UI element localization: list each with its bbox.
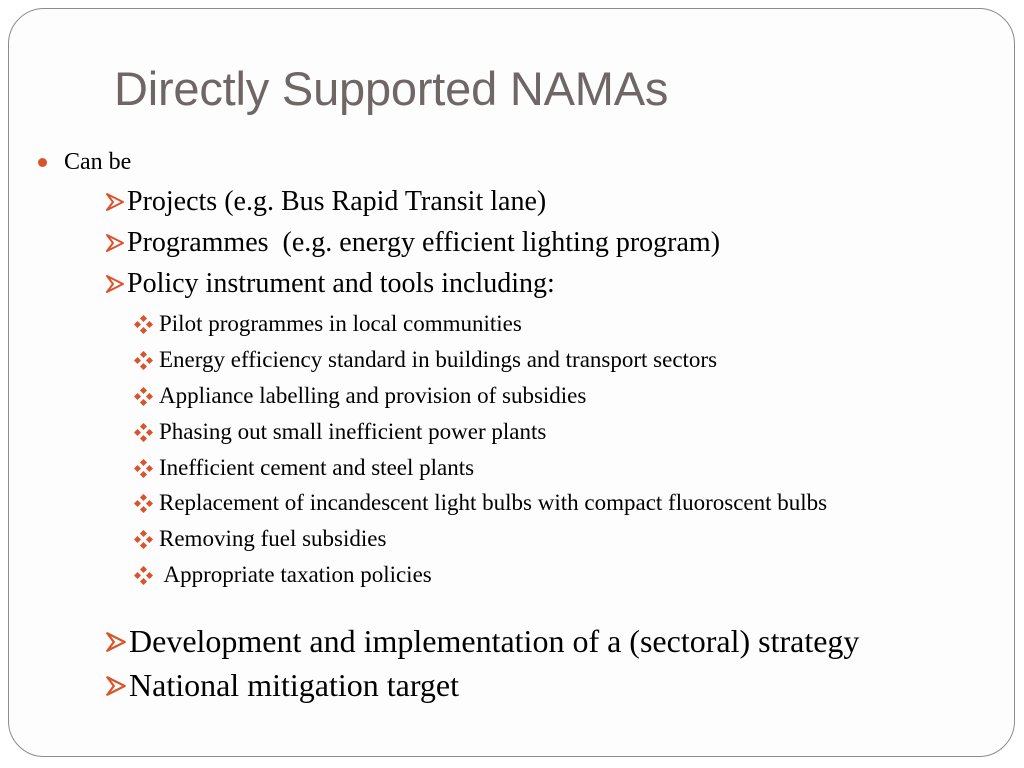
detail-bullet-text: Pilot programmes in local communities bbox=[159, 311, 522, 336]
bullet-item-can-be bbox=[38, 149, 131, 176]
detail-bullet-replacement-bulbs bbox=[134, 490, 827, 516]
diamond-bullet-icon bbox=[134, 315, 153, 334]
arrow-bullet-icon bbox=[104, 273, 126, 295]
diamond-bullet-icon bbox=[134, 387, 153, 406]
detail-bullet-taxation bbox=[134, 562, 432, 588]
arrow-bullet-icon bbox=[104, 674, 128, 698]
diamond-bullet-icon bbox=[134, 566, 153, 585]
sub-bullet-text: Policy instrument and tools including: bbox=[127, 268, 555, 299]
detail-bullet-phasing-out bbox=[134, 419, 546, 445]
sub-bullet-policy-instrument bbox=[104, 268, 555, 300]
sub-bullet-text: Programmes (e.g. energy efficient lighting program) bbox=[127, 227, 721, 258]
round-bullet-icon bbox=[38, 158, 47, 167]
diamond-bullet-icon bbox=[134, 530, 153, 549]
arrow-bullet-icon bbox=[104, 191, 126, 213]
detail-bullet-text: Inefficient cement and steel plants bbox=[159, 455, 475, 480]
detail-bullet-text: Appropriate taxation policies bbox=[159, 562, 432, 587]
detail-bullet-pilot bbox=[134, 311, 522, 337]
detail-bullet-text: Energy efficiency standard in buildings and transport sectors bbox=[159, 347, 718, 372]
slide-title: Directly Supported NAMAs bbox=[114, 62, 669, 115]
sub-bullet-text: National mitigation target bbox=[129, 667, 459, 703]
arrow-bullet-icon bbox=[104, 630, 128, 654]
sub-bullet-national-target bbox=[104, 667, 459, 704]
arrow-bullet-icon bbox=[104, 232, 126, 254]
diamond-bullet-icon bbox=[134, 459, 153, 478]
detail-bullet-appliance bbox=[134, 383, 586, 409]
detail-bullet-text: Appliance labelling and provision of subsidies bbox=[159, 383, 587, 408]
diamond-bullet-icon bbox=[134, 351, 153, 370]
diamond-bullet-icon bbox=[134, 494, 153, 513]
diamond-bullet-icon bbox=[134, 423, 153, 442]
detail-bullet-cement-steel bbox=[134, 455, 474, 481]
detail-bullet-text: Replacement of incandescent light bulbs with compact fluoroscent bulbs bbox=[159, 490, 828, 515]
sub-bullet-projects bbox=[104, 186, 546, 218]
detail-bullet-fuel-subsidies bbox=[134, 526, 386, 552]
detail-bullet-text: Removing fuel subsidies bbox=[159, 526, 387, 551]
sub-bullet-text: Development and implementation of a (sectoral) strategy bbox=[129, 623, 860, 659]
detail-bullet-energy-efficiency bbox=[134, 347, 717, 373]
sub-bullet-programmes bbox=[104, 227, 720, 259]
sub-bullet-text: Projects (e.g. Bus Rapid Transit lane) bbox=[127, 186, 547, 217]
bullet-text: Can be bbox=[64, 149, 132, 175]
sub-bullet-sectoral-strategy bbox=[104, 623, 859, 660]
detail-bullet-text: Phasing out small inefficient power plants bbox=[159, 419, 547, 444]
